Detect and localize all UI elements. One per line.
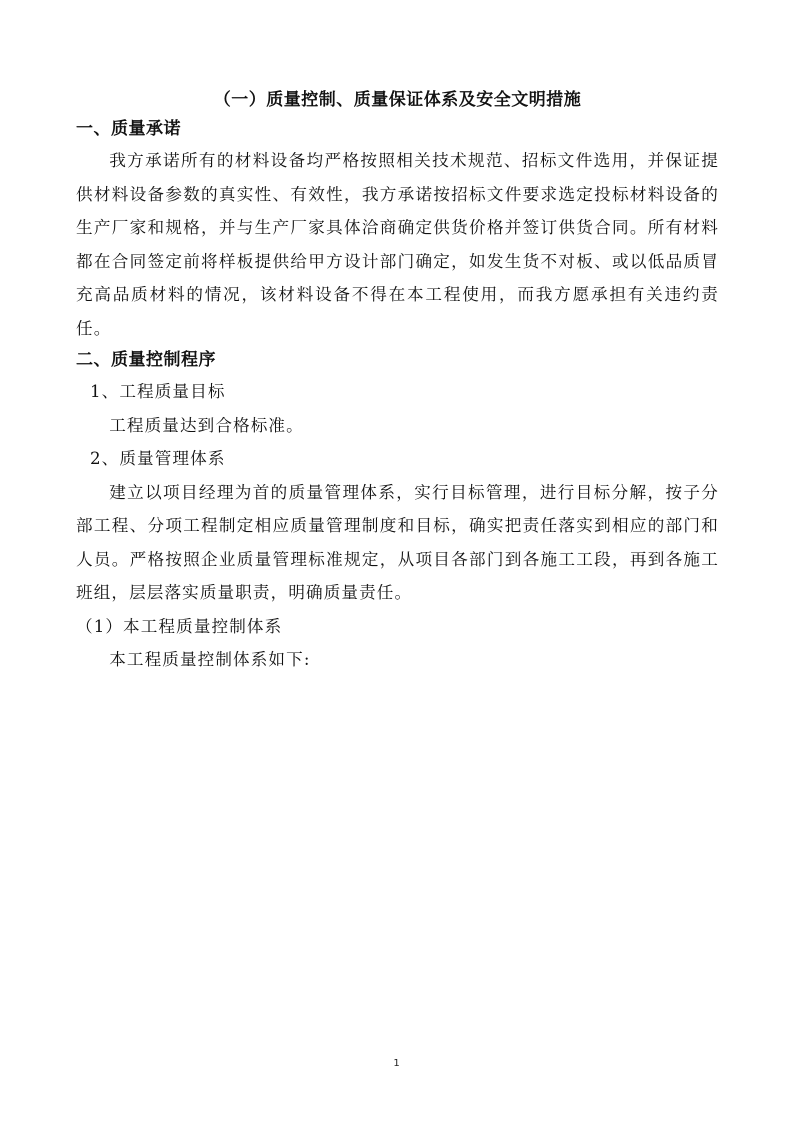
section-heading-quality-commitment: 一、质量承诺: [76, 119, 181, 139]
quality-commitment-paragraph: 我方承诺所有的材料设备均严格按照相关技术规范、招标文件选用，并保证提供材料设备参数的真实性、有效性，我方承诺按招标文件要求选定投标材料设备的生产厂家和规格，并与生产厂家具体洽商确定供货价格并签订供货合同。所有材料都在合同签定前将样板提供给甲方设计部门确定，如发生货不对板、或以低品质冒充高品质材料的情况，该材料设备不得在本工程使用，而我方愿承担有关违约责任。: [76, 151, 719, 338]
subsection-heading-quality-management-system: 2、质量管理体系: [90, 449, 226, 468]
section-heading-quality-control-procedure: 二、质量控制程序: [76, 350, 216, 370]
page-content: [76, 86, 719, 677]
item-heading-quality-control-system: （1）本工程质量控制体系: [76, 616, 283, 636]
page-number: 1: [393, 1058, 400, 1069]
quality-management-system-paragraph: 建立以项目经理为首的质量管理体系，实行目标管理，进行目标分解，按子分部工程、分项工程制定相应质量管理制度和目标，确实把责任落实到相应的部门和人员。严格按照企业质量管理标准规定，从项目各部门到各施工工段，再到各施工班组，层层落实质量职责，明确质量责任。: [76, 482, 719, 602]
document-title: （一）质量控制、质量保证体系及安全文明措施: [213, 90, 582, 110]
quality-goal-paragraph: 工程质量达到合格标准。: [109, 415, 304, 435]
subsection-heading-quality-goal: 1、工程质量目标: [90, 382, 226, 401]
quality-control-system-paragraph: 本工程质量控制体系如下:: [109, 650, 311, 669]
